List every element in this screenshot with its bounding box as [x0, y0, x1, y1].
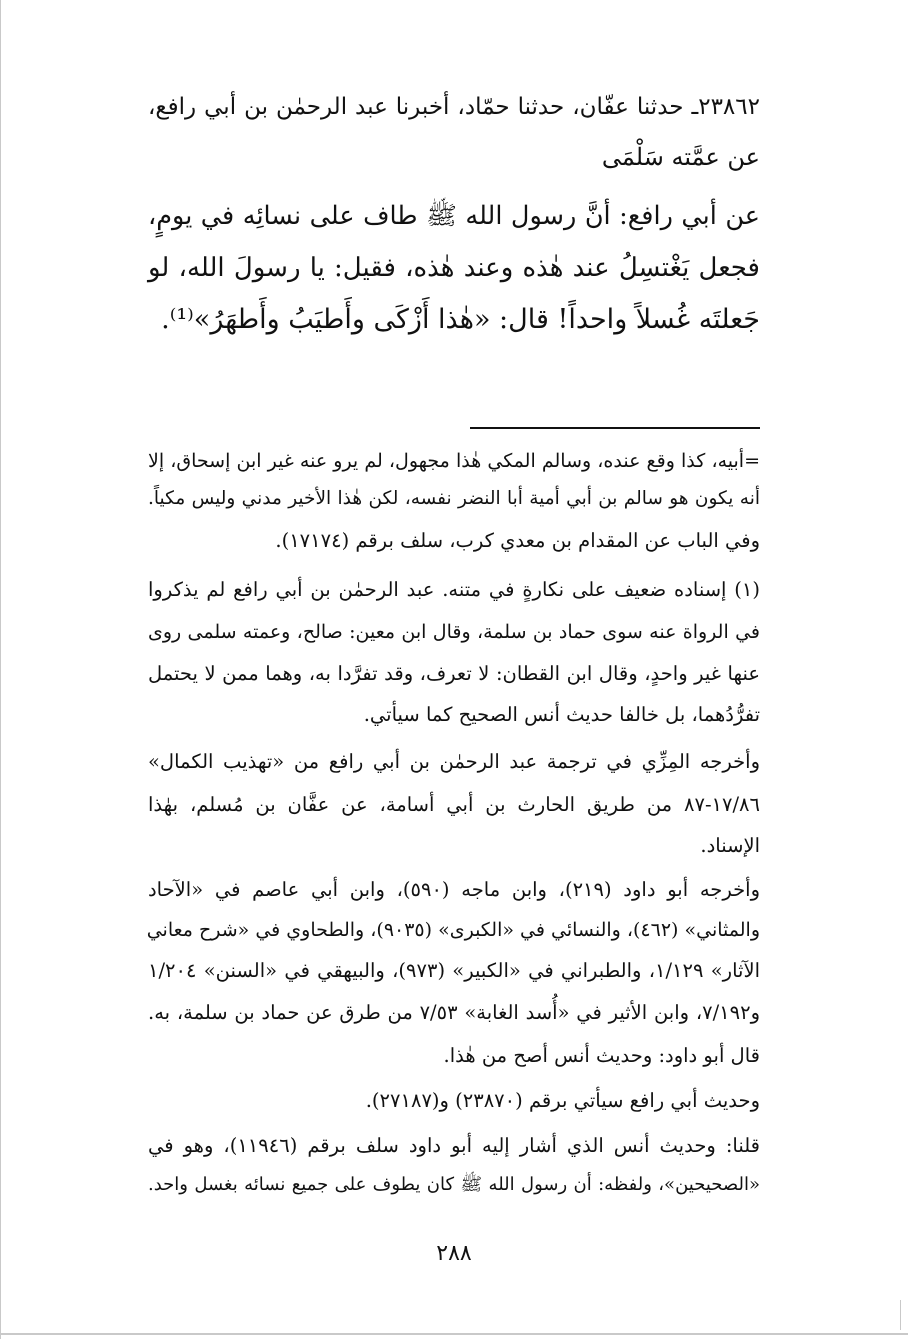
footnote-line: «الصحيحين»، ولفظه: أن رسول الله ﷺ كان يطوف على جميع نسائه بغسل واحد.: [148, 1174, 760, 1195]
footnote-line: الإسناد.: [700, 834, 760, 857]
footnote-line: وأخرجه المِزِّي في ترجمة عبد الرحمٰن بن أبي رافع من «تهذيب الكمال»: [148, 750, 760, 773]
footnote-line: قال أبو داود: وحديث أنس أصح من هٰذا.: [443, 1044, 760, 1067]
footnote-line: وفي الباب عن المقدام بن معدي كرب، سلف برقم (١٧١٧٤).: [275, 529, 760, 552]
scan-bottom-edge: [0, 1333, 908, 1335]
hadith-line-3: عن أبي رافع: أنَّ رسول الله ﷺ طاف على نسائِه في يومٍ،: [148, 201, 760, 231]
footnote-line: وحديث أبي رافع سيأتي برقم (٢٣٨٧٠) و(٢٧١٨٧).: [365, 1089, 760, 1112]
footnote-line: ١٧/٨٦-٨٧ من طريق الحارث بن أبي أسامة، عن عفَّان بن مُسلم، بهٰذا: [148, 793, 760, 816]
footnote-line: وأخرجه أبو داود (٢١٩)، وابن ماجه (٥٩٠)، وابن أبي عاصم في «الآحاد: [148, 878, 760, 901]
scan-left-edge: [0, 0, 1, 1339]
hadith-line-1: ٢٣٨٦٢ـ حدثنا عفّان، حدثنا حمّاد، أخبرنا عبد الرحمٰن بن أبي رافع،: [148, 94, 760, 120]
footnote-separator: [470, 427, 760, 429]
hadith-line-4: فجعل يَغْتسِلُ عند هٰذه وعند هٰذه، فقيل: يا رسولَ الله، لو: [148, 253, 760, 283]
footnote-line: =أبيه، كذا وقع عنده، وسالم المكي هٰذا مجهول، لم يرو عنه غير ابن إسحاق، إلا: [148, 450, 760, 472]
footnote-line: في الرواة عنه سوى حماد بن سلمة، وقال ابن معين: صالح، وعمته سلمى روى: [148, 621, 760, 643]
footnote-line: قلنا: وحديث أنس الذي أشار إليه أبو داود سلف برقم (١١٩٤٦)، وهو في: [148, 1134, 760, 1157]
footnote-line: (١) إسناده ضعيف على نكارةٍ في متنه. عبد الرحمٰن بن أبي رافع لم يذكروا: [148, 578, 760, 601]
footnote-line: عنها غير واحدٍ، وقال ابن القطان: لا تعرف، وقد تفرَّدا به، وهما ممن لا يحتمل: [148, 662, 760, 685]
page-number: ٢٨٨: [436, 1241, 472, 1266]
footnote-line: والمثاني» (٤٦٢)، والنسائي في «الكبرى» (٩٠٣٥)، والطحاوي في «شرح معاني: [146, 919, 760, 941]
footnote-line: أنه يكون هو سالم بن أبي أمية أبا النضر نفسه، لكن هٰذا الأخير مدني وليس مكياً.: [148, 488, 760, 509]
hadith-line-5: جَعلتَه غُسلاً واحداً! قال: «هٰذا أَزْكَى وأَطيَبُ وأَطهَرُ»⁽¹⁾.: [161, 304, 760, 335]
scan-corner-mark: [900, 1300, 901, 1330]
footnote-line: الآثار» ١/١٢٩، والطبراني في «الكبير» (٩٧٣)، والبيهقي في «السنن» ١/٢٠٤: [148, 959, 761, 982]
footnote-line: و٧/١٩٢، وابن الأثير في «أُسد الغابة» ٧/٥٣ من طرق عن حماد بن سلمة، به.: [148, 1001, 761, 1024]
footnote-line: تفرُّدُهما، بل خالفا حديث أنس الصحيح كما سيأتي.: [363, 703, 760, 726]
hadith-line-2: عن عمَّته سَلْمَى: [601, 143, 760, 171]
